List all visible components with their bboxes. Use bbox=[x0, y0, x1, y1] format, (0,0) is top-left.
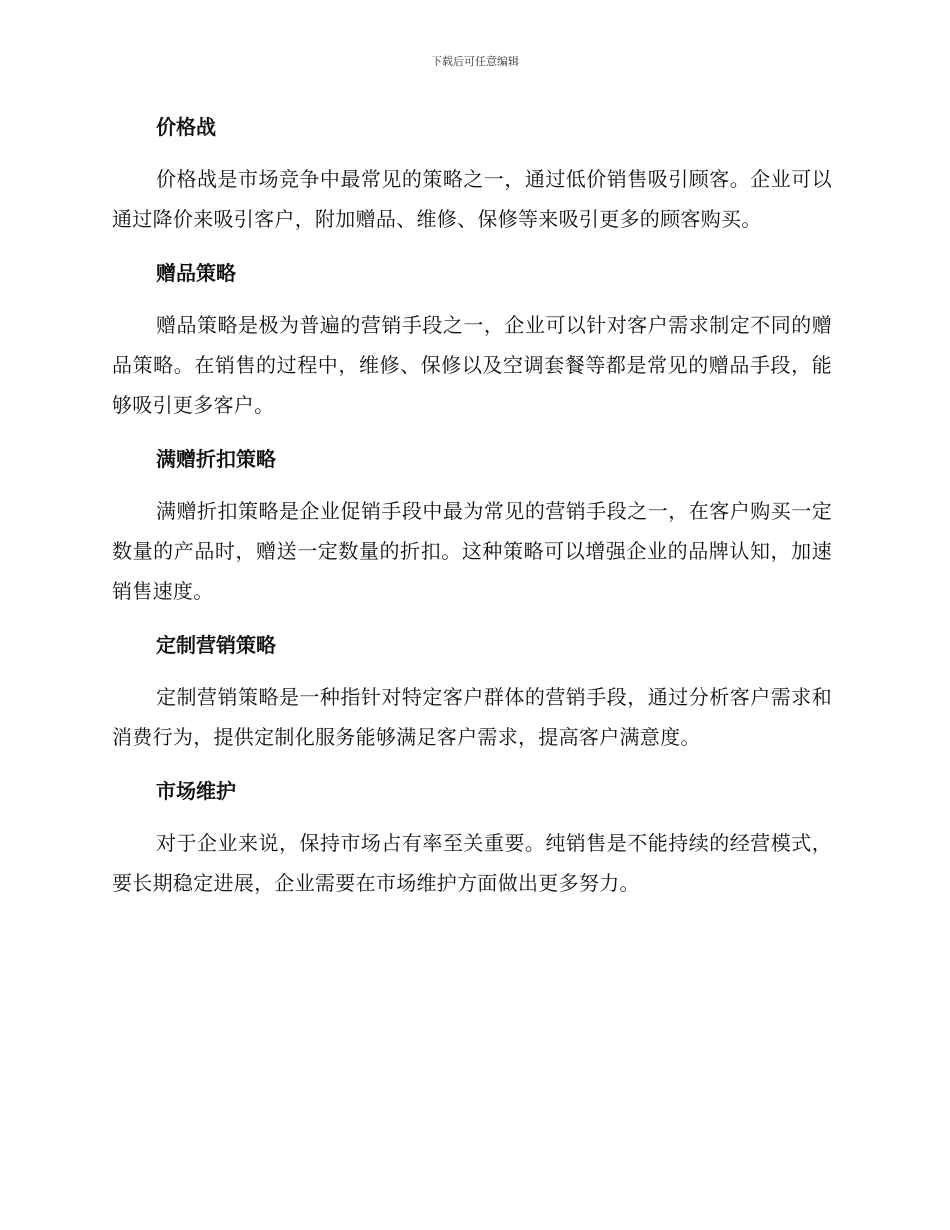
section-market-maintenance bbox=[112, 772, 832, 903]
section-heading: 价格战 bbox=[156, 115, 216, 139]
document-body bbox=[112, 108, 832, 918]
page-header-note: 下载后可任意编辑 bbox=[431, 55, 519, 68]
section-custom-marketing bbox=[112, 626, 832, 757]
section-paragraph: 定制营销策略是一种指针对特定客户群体的营销手段，通过分析客户需求和消费行为，提供定制化服务能够满足客户需求，提高客户满意度。 bbox=[112, 685, 832, 749]
section-paragraph: 满赠折扣策略是企业促销手段中最为常见的营销手段之一，在客户购买一定数量的产品时，赠送一定数量的折扣。这种策略可以增强企业的品牌认知，加速销售速度。 bbox=[112, 499, 832, 603]
section-paragraph: 价格战是市场竞争中最常见的策略之一，通过低价销售吸引顾客。企业可以通过降价来吸引客户，附加赠品、维修、保修等来吸引更多的顾客购买。 bbox=[112, 167, 832, 231]
section-price-war bbox=[112, 108, 832, 239]
section-heading: 市场维护 bbox=[156, 779, 236, 803]
section-heading: 定制营销策略 bbox=[156, 633, 276, 657]
section-paragraph: 对于企业来说，保持市场占有率至关重要。纯销售是不能持续的经营模式，要长期稳定进展，企业需要在市场维护方面做出更多努力。 bbox=[112, 831, 832, 895]
section-heading: 满赠折扣策略 bbox=[156, 447, 276, 471]
section-heading: 赠品策略 bbox=[156, 261, 236, 285]
section-discount-strategy bbox=[112, 440, 832, 611]
section-paragraph: 赠品策略是极为普遍的营销手段之一，企业可以针对客户需求制定不同的赠品策略。在销售的过程中，维修、保修以及空调套餐等都是常见的赠品手段，能够吸引更多客户。 bbox=[112, 313, 832, 417]
section-gift-strategy bbox=[112, 254, 832, 425]
